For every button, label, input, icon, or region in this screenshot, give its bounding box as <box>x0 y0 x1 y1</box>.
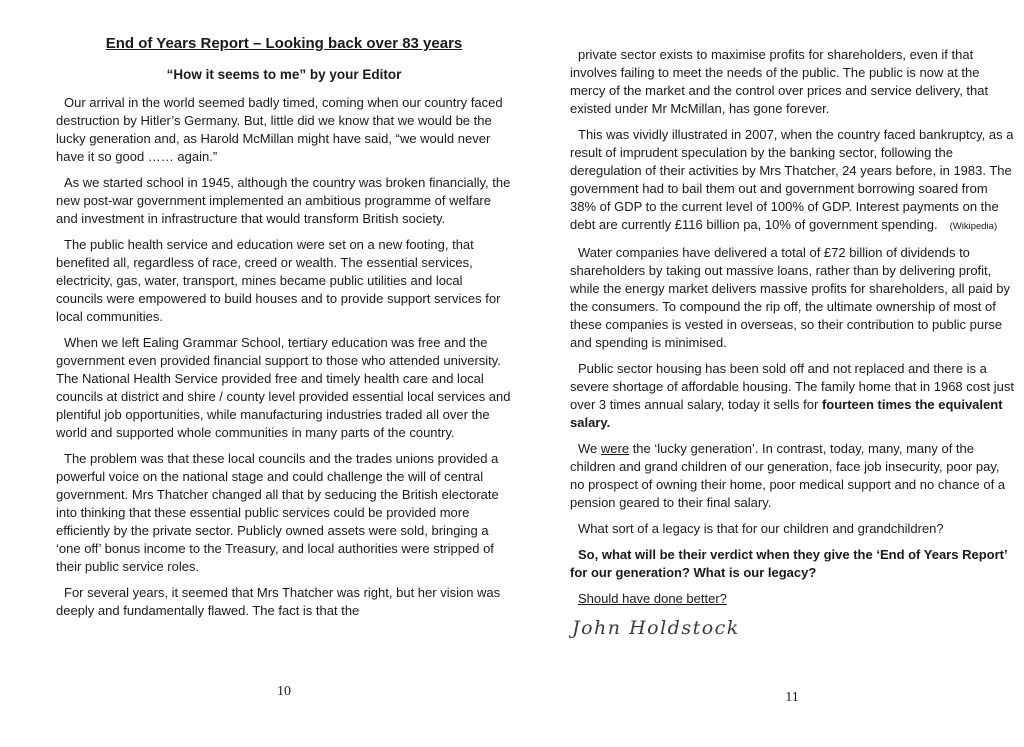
page-number-left: 10 <box>277 684 291 699</box>
page-left <box>56 34 512 628</box>
signature: John Holdstock <box>572 617 740 639</box>
paragraph-housing <box>570 360 1014 432</box>
wikipedia-source-note: (Wikipedia) <box>949 221 998 232</box>
paragraph-2007-text: This was vividly illustrated in 2007, when the country faced bankruptcy, as a result of imprudent speculation by the banking sector, following the deregulation of their activities by Mrs Thatcher, 24 years before, in 1983. The government had to bail them out and government borrowing soared from 38% of GDP to the current level of 100% of GDP. Interest payments on the debt are currently £116 billion pa, 10% of government spending. <box>570 127 1014 232</box>
were-underlined-word: were <box>600 441 630 456</box>
housing-bold-phrase: fourteen times the equivalent salary. <box>570 397 1003 430</box>
lucky-pre-text: We <box>578 441 601 456</box>
page-right <box>570 46 1014 640</box>
paragraph-ealing-grammar: When we left Ealing Grammar School, tertiary education was free and the government even provided financial support to those who attended university. The National Health Service provided free and timely health care and local councils at district and shire / county level provided essential local services and plentiful job opportunities, while manufacturing industries traded all over the world and supported whole communities in many parts of the country. <box>56 335 511 440</box>
closing-line-wrap <box>570 590 1014 608</box>
paragraph-private-sector: private sector exists to maximise profits for shareholders, even if that involves failing to meet the needs of the public. The public is now at the mercy of the market and the control over prices and service delivery, that existed under Mr McMillan, has gone forever. <box>570 47 989 116</box>
paragraph-local-councils: The problem was that these local councils and the trades unions provided a powerful voice on the national stage and could challenge the will of central government. Mrs Thatcher changed all that by seducing the British electorate into thinking that these essential public services could be provided more efficiently by the private sector. Publicly owned assets were sold, bringing a ‘one off’ bonus income to the Treasury, and local authorities were stripped of their public service roles. <box>56 451 499 574</box>
paragraph-public-health: The public health service and education were set on a new footing, that benefited all, regardless of race, creed or wealth. The essential services, electricity, gas, water, transport, mines became public utilities and local councils were empowered to build houses and to provide support services for local communities. <box>56 237 501 324</box>
paragraph-lucky-generation <box>570 440 1014 512</box>
report-title: End of Years Report – Looking back over 83 years <box>105 35 463 52</box>
paragraph-housing-text: Public sector housing has been sold off and not replaced and there is a severe shortage of affordable housing. The family home that in 1968 cost just over 3 times annual salary, today it sells for <box>570 361 1014 412</box>
page-number-right: 11 <box>785 690 799 705</box>
verdict-paragraph: So, what will be their verdict when they give the ‘End of Years Report’ for our generation? What is our legacy? <box>570 547 1007 580</box>
paragraph-thatcher-flawed: For several years, it seemed that Mrs Thatcher was right, but her vision was deeply and fundamentally flawed. The fact is that the <box>56 585 501 618</box>
closing-line: Should have done better? <box>578 591 727 606</box>
paragraph-school-1945: As we started school in 1945, although the country was broken financially, the new post-war government implemented an ambitious programme of welfare and investment in infrastructure that would transform British society. <box>56 175 511 226</box>
report-subtitle: “How it seems to me” by your Editor <box>166 67 402 82</box>
legacy-question: What sort of a legacy is that for our children and grandchildren? <box>578 521 944 536</box>
lucky-post-text: the ‘lucky generation’. In contrast, today, many, many of the children and grand children of our generation, face job insecurity, poor pay, no prospect of owning their home, poor medical support and no chance of a pension geared to their final salary. <box>570 441 1006 510</box>
paragraph-water-companies: Water companies have delivered a total of £72 billion of dividends to shareholders by taking out massive loans, rather than by delivering profit, while the energy market delivers massive profits for shareholders, all paid by the consumers. To compound the rip off, the ultimate ownership of most of these companies is vested in overseas, so their contribution to public purse and spending is minimised. <box>570 245 1011 350</box>
paragraph-arrival: Our arrival in the world seemed badly timed, coming when our country faced destruction by Hitler’s Germany. But, little did we know that we would be the lucky generation and, as Harold McMillan might have said, “we would never have it so good …… again.” <box>56 95 503 164</box>
paragraph-2007-crisis <box>570 126 1014 236</box>
